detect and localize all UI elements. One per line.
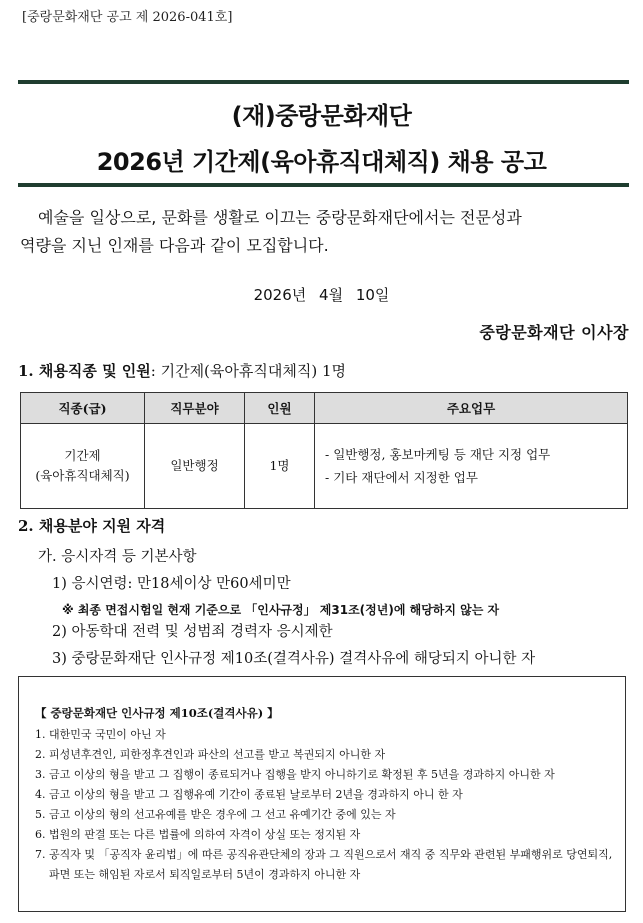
col-header-count: 인원 [245, 393, 315, 424]
qualification-restriction: 2) 아동학대 전력 및 성범죄 경력자 응시제한 [52, 624, 333, 640]
cell-field: 일반행정 [145, 424, 245, 509]
cell-job-type [21, 424, 145, 509]
signer: 중랑문화재단 이사장 [479, 323, 629, 342]
table-header-row [21, 393, 628, 424]
intro-line-1: 예술을 일상으로, 문화를 생활로 이끄는 중랑문화재단에서는 전문성과 [38, 208, 522, 227]
intro-paragraph [20, 204, 625, 260]
section-2-subheading: 가. 응시자격 등 기본사항 [38, 549, 197, 565]
regulation-list [35, 725, 620, 885]
list-item-text: 공직자 및 「공직자 윤리법」에 따른 공직유관단체의 장과 그 직원으로서 재직 중 직무와 관련된 부패행위로 당연퇴직, 파면 또는 해임된 자로서 퇴직일로부터 5년이 경과하지 아니한 자 [49, 848, 613, 881]
list-item [35, 725, 620, 745]
title-bottom-rule [18, 183, 629, 187]
list-item-number: 1. [35, 728, 46, 741]
job-type-line-1: 기간제 [64, 448, 101, 463]
list-item-text: 피성년후견인, 피한정후견인과 파산의 선고를 받고 복권되지 아니한 자 [49, 748, 386, 761]
list-item [35, 765, 620, 785]
section-1-title: 1. 채용직종 및 인원 [18, 362, 151, 380]
list-item-number: 2. [35, 748, 46, 761]
announcement-date: 2026년 4월 10일 [253, 286, 390, 304]
intro-line-2: 역량을 지닌 인재를 다음과 같이 모집합니다. [20, 236, 329, 255]
cell-duties [315, 424, 628, 509]
regulation-box-title: 【 중랑문화재단 인사규정 제10조(결격사유) 】 [35, 706, 279, 720]
qualification-age: 1) 응시연령: 만18세이상 만60세미만 [52, 576, 291, 592]
section-1-heading [18, 360, 346, 381]
cell-count: 1명 [245, 424, 315, 509]
regulation-box [18, 676, 626, 912]
duty-item-2: - 기타 재단에서 지정한 업무 [325, 470, 478, 485]
list-item-text: 대한민국 국민이 아닌 자 [49, 728, 166, 741]
section-2-heading [18, 515, 165, 536]
section-2-title: 2. 채용분야 지원 자격 [18, 517, 166, 535]
col-header-field: 직무분야 [145, 393, 245, 424]
list-item-text: 금고 이상의 형을 받고 그 집행이 종료되거나 집행을 받지 아니하기로 확정된 후 5년을 경과하지 아니한 자 [49, 768, 555, 781]
list-item-text: 금고 이상의 형을 받고 그 집행유예 기간이 종료된 날로부터 2년을 경과하지 아니 한 자 [49, 788, 463, 801]
title-top-rule [18, 80, 629, 84]
job-type-line-2: (육아휴직대체직) [35, 468, 130, 483]
col-header-job-type: 직종(급) [21, 393, 145, 424]
list-item [35, 785, 620, 805]
list-item [35, 745, 620, 765]
list-item-number: 4. [35, 788, 46, 801]
duty-item-1: - 일반행정, 홍보마케팅 등 재단 지정 업무 [325, 447, 551, 462]
section-1-detail: : 기간제(육아휴직대체직) 1명 [150, 362, 346, 380]
list-item [35, 845, 620, 885]
list-item-number: 7. [35, 848, 46, 861]
list-item-number: 5. [35, 808, 46, 821]
list-item-number: 6. [35, 828, 46, 841]
list-item-text: 금고 이상의 형의 선고유예를 받은 경우에 그 선고 유예기간 중에 있는 자 [49, 808, 396, 821]
notice-number: [중랑문화재단 공고 제 2026-041호] [22, 10, 233, 25]
list-item-number: 3. [35, 768, 46, 781]
list-item [35, 825, 620, 845]
col-header-duties: 주요업무 [315, 393, 628, 424]
page-title-main: 2026년 기간제(육아휴직대체직) 채용 공고 [96, 148, 547, 176]
jobs-table [20, 392, 628, 509]
list-item [35, 805, 620, 825]
page-title-org: (재)중랑문화재단 [231, 102, 412, 130]
qualification-age-note: ※ 최종 면접시험일 현재 기준으로 「인사규정」 제31조(정년)에 해당하지 않는 자 [62, 603, 500, 617]
table-row [21, 424, 628, 509]
list-item-text: 법원의 판결 또는 다른 법률에 의하여 자격이 상실 또는 정지된 자 [49, 828, 361, 841]
qualification-disqualification: 3) 중랑문화재단 인사규정 제10조(결격사유) 결격사유에 해당되지 아니한 자 [52, 651, 536, 667]
